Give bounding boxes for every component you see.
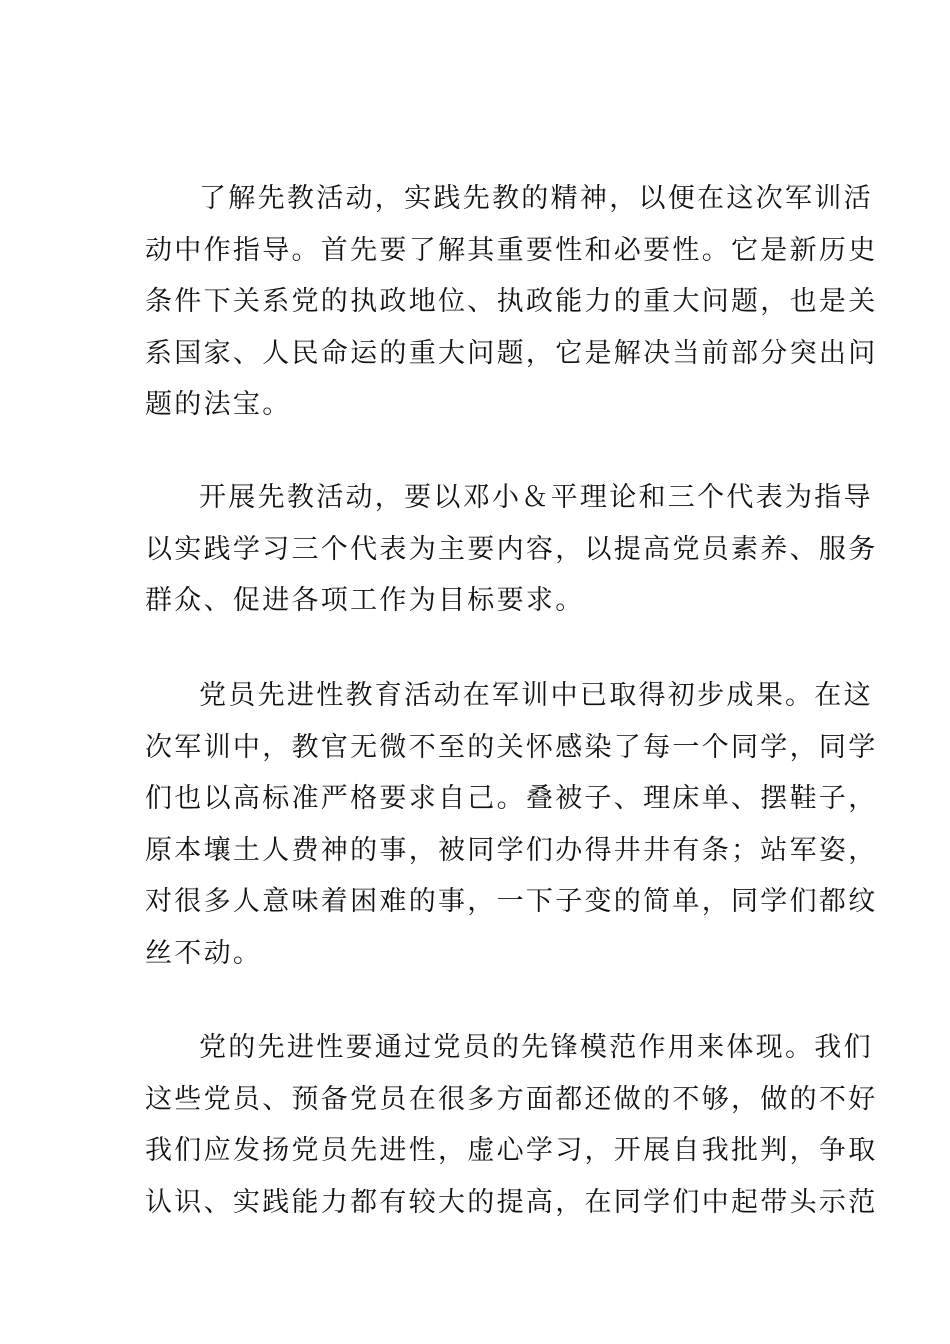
- paragraph-3: [145, 670, 878, 979]
- paragraph-line: 原本壤土人费神的事，被同学们办得井井有条；站军姿，: [145, 834, 878, 866]
- paragraph-line: 这些党员、预备党员在很多方面都还做的不够，做的不好: [145, 1083, 878, 1115]
- paragraph-line: 们也以高标准严格要求自己。叠被子、理床单、摆鞋子，: [145, 783, 878, 814]
- paragraph-line: 党的先进性要通过党员的先锋模范作用来体现。我们: [199, 1032, 873, 1063]
- paragraph-line: 次军训中，教官无微不至的关怀感染了每一个同学，同学: [145, 731, 878, 763]
- paragraph-line: 对很多人意味着困难的事，一下子变的简单，同学们都纹: [145, 886, 878, 917]
- paragraph-line: 条件下关系党的执政地位、执政能力的重大问题，也是关: [145, 286, 878, 317]
- paragraph-line: 开展先教活动，要以邓小＆平理论和三个代表为指导: [199, 482, 873, 513]
- paragraph-line: 党员先进性教育活动在军训中已取得初步成果。在这: [199, 680, 873, 711]
- paragraph-line: 丝不动。: [145, 937, 263, 969]
- paragraph-4: [145, 1022, 878, 1228]
- paragraph-2: [145, 472, 878, 627]
- paragraph-line: 我们应发扬党员先进性，虚心学习，开展自我批判，争取: [145, 1135, 878, 1166]
- paragraph-1: [145, 173, 878, 431]
- paragraph-line: 以实践学习三个代表为主要内容，以提高党员素养、服务: [145, 533, 878, 565]
- paragraph-line: 题的法宝。: [145, 389, 292, 420]
- paragraph-line: 认识、实践能力都有较大的提高，在同学们中起带头示范: [145, 1186, 878, 1218]
- paragraph-line: 动中作指导。首先要了解其重要性和必要性。它是新历史: [145, 234, 878, 266]
- paragraph-line: 群众、促进各项工作为目标要求。: [145, 585, 585, 616]
- paragraph-line: 系国家、人民命运的重大问题，它是解决当前部分突出问: [145, 337, 878, 369]
- paragraph-line: 了解先教活动，实践先教的精神，以便在这次军训活: [199, 183, 873, 214]
